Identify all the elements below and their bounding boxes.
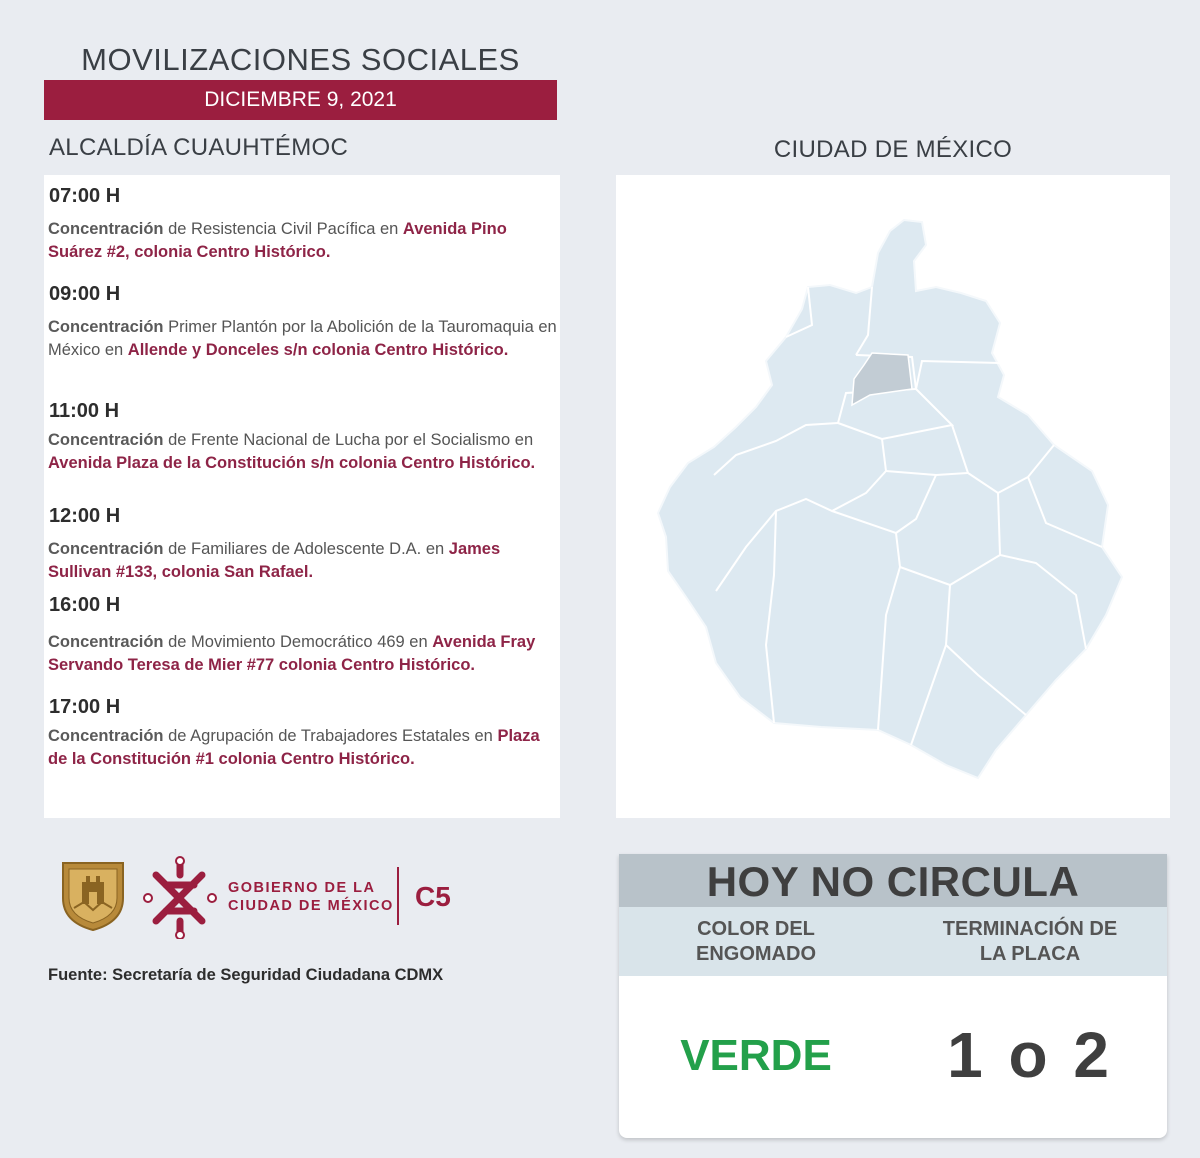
- event-text: de Agrupación de Trabajadores Estatales en: [163, 727, 498, 745]
- color-header-line1: COLOR DEL: [697, 918, 815, 940]
- terminacion-placa-header: [893, 917, 1167, 967]
- cdmx-map: [616, 175, 1170, 818]
- event-location: Avenida Pino Suárez #2, colonia Centro Histórico.: [48, 220, 507, 261]
- gov-logo-line1: GOBIERNO DE LA: [228, 880, 376, 896]
- event-description: [48, 725, 558, 771]
- event-text: de Familiares de Adolescente D.A. en: [163, 540, 449, 558]
- event-item: [48, 400, 558, 475]
- event-location: Avenida Plaza de la Constitución s/n colonia Centro Histórico.: [48, 454, 536, 472]
- event-item: [48, 594, 558, 677]
- event-item: [48, 696, 558, 771]
- event-time: 11:00 H: [49, 400, 120, 422]
- event-description: [48, 316, 558, 362]
- event-type: Concentración: [48, 633, 164, 651]
- event-description: [48, 218, 558, 264]
- placa-header-line1: TERMINACIÓN DE: [942, 918, 1118, 940]
- cdmx-shield-icon: [60, 860, 126, 932]
- event-type: Concentración: [48, 431, 164, 449]
- engomado-color-value: VERDE: [680, 1031, 832, 1080]
- event-time: 09:00 H: [49, 283, 121, 305]
- event-type: Concentración: [48, 727, 164, 745]
- event-time: 16:00 H: [49, 594, 121, 616]
- logo-divider: [397, 867, 399, 925]
- color-header-line2: ENGOMADO: [696, 943, 816, 965]
- page-title: MOVILIZACIONES SOCIALES: [81, 42, 520, 77]
- event-item: [48, 505, 558, 584]
- event-text: Primer Plantón por la Abolición de la Tauromaquia en México en: [48, 318, 557, 359]
- event-time: 12:00 H: [49, 505, 121, 527]
- event-item: [48, 185, 558, 264]
- event-text: de Movimiento Democrático 469 en: [163, 633, 433, 651]
- events-panel: [44, 175, 560, 818]
- map-heading: CIUDAD DE MÉXICO: [773, 136, 1013, 163]
- gov-logo-text: [228, 879, 394, 915]
- gov-logo-line2: CIUDAD DE MÉXICO: [228, 898, 394, 914]
- event-type: Concentración: [48, 220, 164, 238]
- event-time: 17:00 H: [49, 696, 121, 718]
- cdmx-government-logo-icon: [142, 855, 218, 939]
- event-time: 07:00 H: [49, 185, 121, 207]
- event-text: de Frente Nacional de Lucha por el Socialismo en: [163, 431, 534, 449]
- date-banner: DICIEMBRE 9, 2021: [44, 80, 557, 120]
- placa-digits-value: 1 o 2: [947, 1019, 1113, 1091]
- event-location: Plaza de la Constitución #1 colonia Centro Histórico.: [48, 727, 540, 768]
- color-engomado-header: [619, 917, 893, 967]
- hoy-no-circula-values: [619, 976, 1167, 1138]
- source-note: Fuente: Secretaría de Seguridad Ciudadana CDMX: [48, 966, 444, 984]
- event-location: James Sullivan #133, colonia San Rafael.: [48, 540, 501, 581]
- cdmx-map-outline: [658, 220, 1122, 778]
- event-description: [48, 538, 558, 584]
- placa-header-line2: LA PLACA: [979, 943, 1081, 965]
- event-type: Concentración: [48, 318, 164, 336]
- alcaldia-heading: ALCALDÍA CUAUHTÉMOC: [49, 134, 349, 161]
- event-description: [48, 429, 558, 475]
- event-type: Concentración: [48, 540, 164, 558]
- event-location: Avenida Fray Servando Teresa de Mier #77 colonia Centro Histórico.: [48, 633, 536, 674]
- hoy-no-circula-card: [619, 854, 1167, 1138]
- logo-row: [58, 855, 478, 945]
- c5-logo: C5: [415, 881, 451, 912]
- hoy-no-circula-headers: [619, 907, 1167, 976]
- event-description: [48, 631, 558, 677]
- event-item: [48, 283, 558, 362]
- event-text: de Resistencia Civil Pacífica en: [163, 220, 403, 238]
- cdmx-map-panel: [616, 175, 1170, 818]
- hoy-no-circula-title: HOY NO CIRCULA: [619, 854, 1167, 907]
- event-location: Allende y Donceles s/n colonia Centro Histórico.: [127, 341, 509, 359]
